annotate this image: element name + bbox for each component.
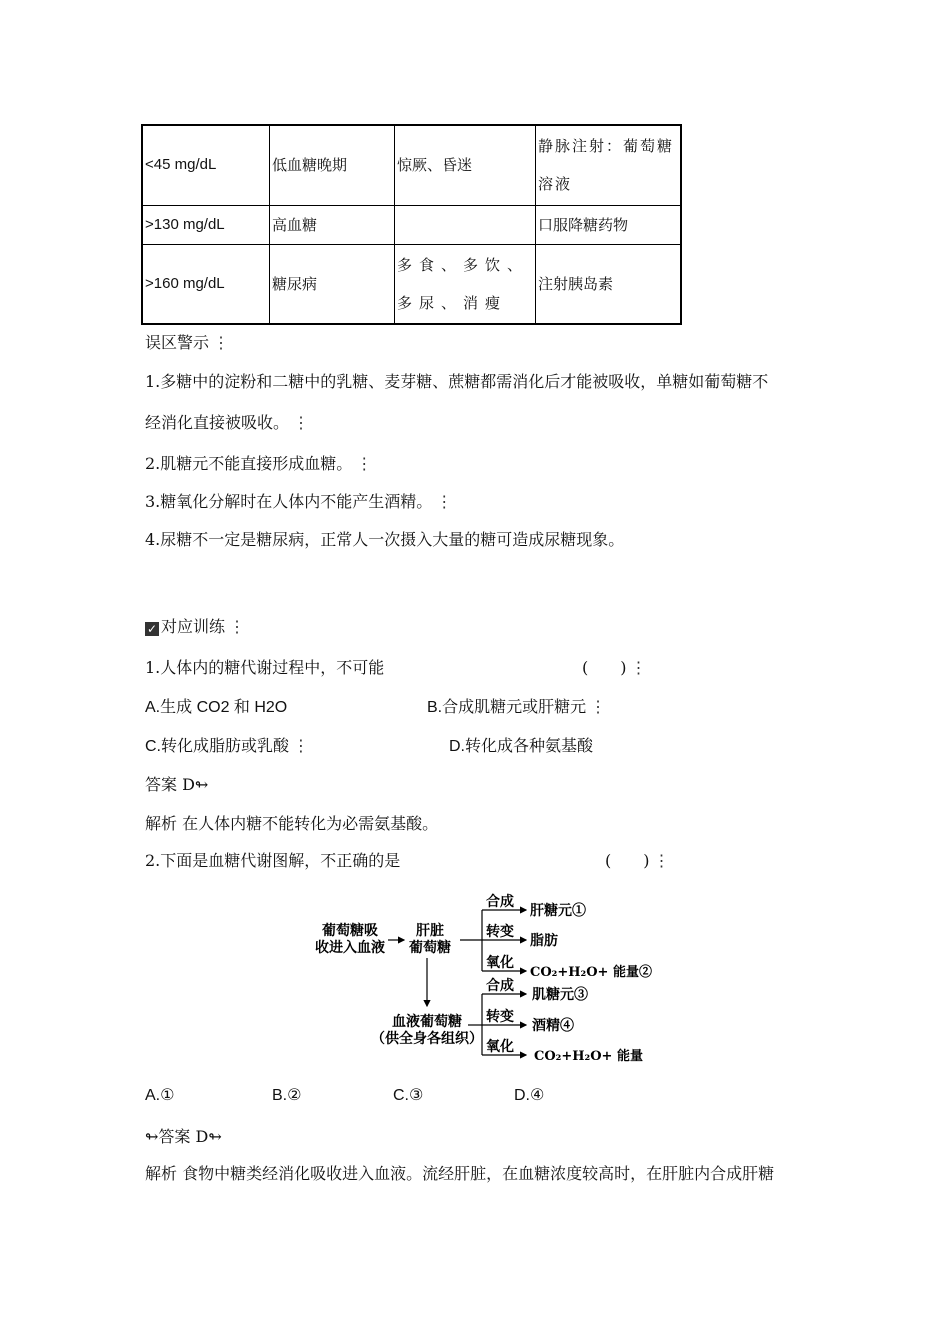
option-b: B.②: [272, 1087, 302, 1104]
option-d: D.④: [514, 1087, 545, 1104]
answer-2: ↬答案 D↬: [145, 1127, 222, 1146]
warning-item: 经消化直接被吸收。 ⋮: [145, 413, 310, 432]
link-mark-icon: ↬: [145, 1127, 159, 1146]
question-2-stem: 2.下面是血糖代谢图解，不正确的是: [145, 851, 401, 870]
option-c: C.转化成脂肪或乳酸 ⋮: [145, 738, 310, 755]
option-a: A.生成 CO2 和 H2O: [145, 699, 288, 716]
warning-title: 误区警示 ⋮: [145, 333, 230, 352]
level-cell: >130 mg/dL: [142, 205, 270, 244]
product-label: 肝糖元①: [530, 903, 586, 919]
level-cell: <45 mg/dL: [142, 125, 270, 205]
name-cell: 高血糖: [270, 205, 395, 244]
practice-title: ✓ 对应训练 ⋮: [146, 617, 246, 636]
name-cell: 低血糖晚期: [270, 125, 395, 205]
treatment-cell: 注射胰岛素: [536, 244, 682, 324]
symptom-cell: 多食、多饮、多尿、消瘦: [395, 244, 536, 324]
analysis-1: 解析 在人体内糖不能转化为必需氨基酸。: [145, 814, 439, 833]
warning-item: 1.多糖中的淀粉和二糖中的乳糖、麦芽糖、蔗糖都需消化后才能被吸收，单糖如葡萄糖不: [145, 372, 769, 391]
verb-label: 转变: [486, 1009, 514, 1025]
blood-sugar-table: [141, 124, 682, 325]
warning-item: 4.尿糖不一定是糖尿病，正常人一次摄入大量的糖可造成尿糖现象。: [145, 530, 625, 549]
treatment-cell: 口服降糖药物: [536, 205, 682, 244]
blood-line-2: （供全身各组织）: [371, 1031, 483, 1047]
source-line-1: 葡萄糖吸: [322, 923, 378, 939]
level-cell: >160 mg/dL: [142, 244, 270, 324]
verb-label: 氧化: [486, 1039, 514, 1055]
product-label: 酒精④: [532, 1018, 574, 1034]
verb-label: 转变: [486, 924, 514, 940]
name-cell: 糖尿病: [270, 244, 395, 324]
table-row: [142, 244, 681, 324]
liver-line-2: 葡萄糖: [409, 940, 451, 956]
source-line-2: 收进入血液: [315, 940, 385, 956]
verb-label: 合成: [486, 894, 514, 910]
table-row: [142, 205, 681, 244]
option-b: B.合成肌糖元或肝糖元 ⋮: [427, 699, 607, 716]
product-label: 脂肪: [530, 933, 558, 949]
link-mark-icon: ↬: [208, 1127, 222, 1146]
question-1-paren: ( ) ⋮: [582, 658, 647, 677]
answer-1: 答案 D↬: [145, 775, 209, 794]
product-label: CO₂+H₂O+ 能量: [534, 1049, 643, 1064]
option-c: C.③: [393, 1087, 424, 1104]
warning-item: 2.肌糖元不能直接形成血糖。 ⋮: [145, 454, 373, 473]
option-a: A.①: [145, 1087, 175, 1104]
symptom-cell: 惊厥、昏迷: [395, 125, 536, 205]
warning-item: 3.糖氧化分解时在人体内不能产生酒精。 ⋮: [145, 492, 453, 511]
link-mark-icon: ↬: [194, 775, 209, 794]
question-1-stem: 1.人体内的糖代谢过程中，不可能: [145, 658, 385, 677]
question-2-paren: ( ) ⋮: [605, 851, 670, 870]
product-label: CO₂+H₂O+ 能量②: [530, 965, 652, 980]
table-row: [142, 125, 681, 205]
product-label: 肌糖元③: [532, 987, 588, 1003]
liver-line-1: 肝脏: [416, 923, 444, 939]
treatment-cell: 静脉注射：葡萄糖溶液: [536, 125, 682, 205]
blood-line-1: 血液葡萄糖: [392, 1014, 462, 1030]
option-d: D.转化成各种氨基酸: [449, 738, 594, 755]
analysis-2: 解析 食物中糖类经消化吸收进入血液。流经肝脏，在血糖浓度较高时，在肝脏内合成肝糖: [145, 1164, 775, 1183]
checkbox-icon: ✓: [146, 622, 158, 636]
verb-label: 氧化: [486, 955, 514, 971]
symptom-cell: [395, 205, 536, 244]
verb-label: 合成: [486, 978, 514, 994]
blood-sugar-diagram: [300, 886, 660, 1068]
